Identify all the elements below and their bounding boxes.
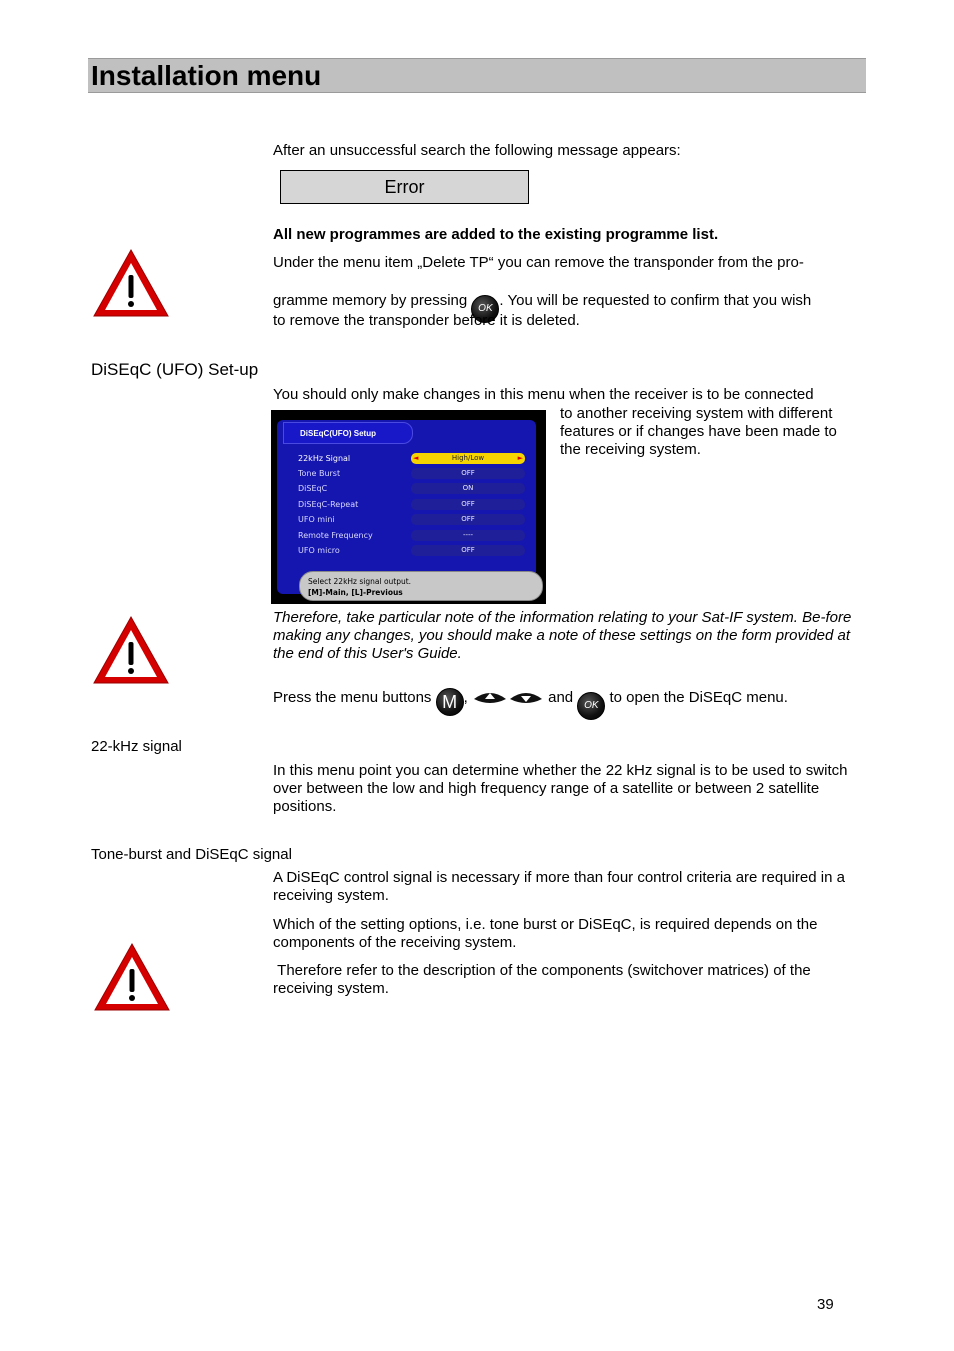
osd-row-label: DiSEqC <box>298 484 328 493</box>
press-and: and <box>548 689 574 706</box>
osd-hint-line2: [M]-Main, [L]-Previous <box>308 588 403 597</box>
diseqc-intro-rest: to another receiving system with different features or if changes have been made to the receiving system. <box>560 405 837 458</box>
osd-row-label: Remote Frequency <box>298 531 373 540</box>
tone-p3: Therefore refer to the description of the components (switchover matrices) of the receiving system. <box>273 962 815 997</box>
warning-icon <box>91 247 171 319</box>
ok-button-icon: OK <box>577 692 605 720</box>
press-text-b: to open the DiSEqC menu. <box>609 689 788 706</box>
header-bar <box>88 58 866 93</box>
delete-tp-text-a: gramme memory by pressing <box>273 292 468 309</box>
osd-row-value: ---- <box>411 530 525 541</box>
osd-row-value: ON <box>411 483 525 494</box>
ok-button-icon: OK <box>471 295 499 323</box>
osd-row-value: ◄ High/Low ► <box>411 453 525 464</box>
tone-heading: Tone-burst and DiSEqC signal <box>91 846 292 863</box>
osd-row-value: OFF <box>411 514 525 525</box>
osd-row-label: UFO mini <box>298 515 335 524</box>
osd-hint-bar <box>299 571 543 601</box>
menu-button-icon: M <box>436 688 464 716</box>
page-number: 39 <box>817 1296 834 1313</box>
osd-row-label: UFO micro <box>298 546 340 555</box>
sat-if-note: Therefore, take particular note of the information relating to your Sat-IF system. Be-fore making any changes, you should make a note of these settings on the form provided at the end of this User's Guide. <box>273 609 852 662</box>
osd-panel <box>277 420 536 594</box>
osd-row-value: OFF <box>411 545 525 556</box>
diseqc-heading: DiSEqC (UFO) Set-up <box>91 360 259 379</box>
intro-text: After an unsuccessful search the following message appears: <box>273 142 681 159</box>
warning-icon <box>92 941 172 1013</box>
diseqc-intro-line1: You should only make changes in this menu when the receiver is to be connected <box>273 386 814 403</box>
osd-row-label: DiSEqC-Repeat <box>298 500 359 509</box>
press-comma: , <box>463 689 468 706</box>
osd-row-label: Tone Burst <box>298 469 341 478</box>
osd-row-value: OFF <box>411 499 525 510</box>
osd-title: DiSEqC(UFO) Setup <box>283 422 413 444</box>
press-text-a: Press the menu buttons <box>273 689 432 706</box>
delete-tp-text-b: . You will be requested to confirm that you wish <box>499 292 812 309</box>
press-buttons-line <box>273 683 863 720</box>
tone-p2: Which of the setting options, i.e. tone burst or DiSEqC, is required depends on the components of the receiving system. <box>273 916 818 951</box>
osd-screenshot <box>271 410 546 604</box>
page-title: Installation menu <box>91 60 322 91</box>
warning-icon <box>91 614 171 686</box>
bold-note: All new programmes are added to the existing programme list. <box>273 226 719 243</box>
osd-row-label: 22kHz Signal <box>298 454 351 463</box>
khz-text: In this menu point you can determine whether the 22 kHz signal is to be used to switch over between the low and high frequency range of a satellite or between 2 satellite positions. <box>273 762 848 815</box>
khz-heading: 22-kHz signal <box>91 738 182 755</box>
error-message-box: Error <box>280 170 529 204</box>
osd-hint-line1: Select 22kHz signal output. <box>308 577 412 586</box>
up-down-arrow-buttons-icon <box>472 687 544 707</box>
delete-tp-line1: Under the menu item „Delete TP“ you can remove the transponder from the pro- <box>273 254 804 271</box>
osd-row-value: OFF <box>411 468 525 479</box>
tone-p1: A DiSEqC control signal is necessary if more than four control criteria are required in a receiving system. <box>273 869 845 904</box>
delete-tp-line3: to remove the transponder before it is deleted. <box>273 312 580 329</box>
